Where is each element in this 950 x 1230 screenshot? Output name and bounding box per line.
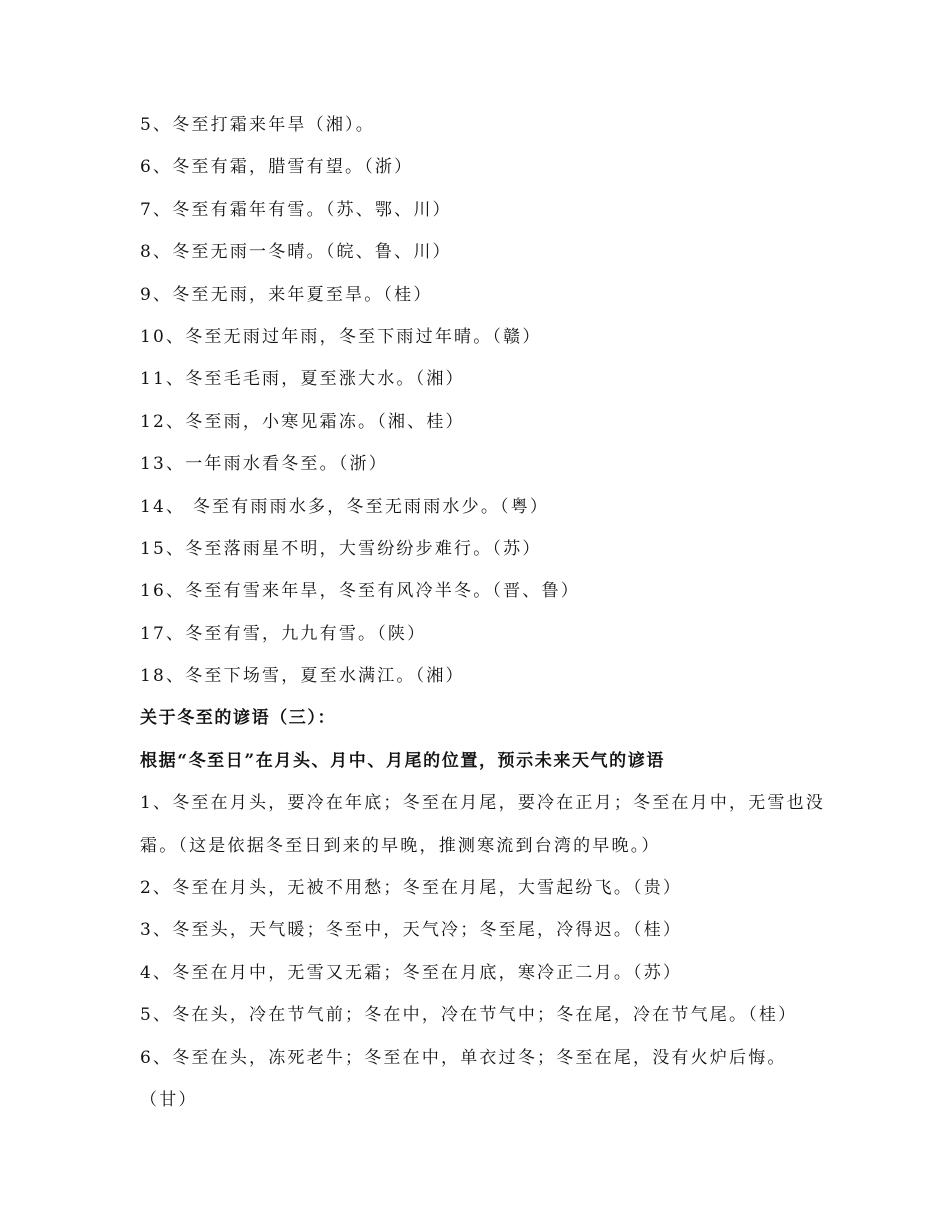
section3-line-6a: 6、冬至在头，冻死老牛；冬至在中，单衣过冬；冬至在尾，没有火炉后悔。 [140, 1047, 787, 1068]
proverb-line-10: 10、冬至无雨过年雨，冬至下雨过年晴。（赣） [140, 326, 542, 347]
section3-line-1b: 霜。（这是依据冬至日到来的早晚，推测寒流到台湾的早晚。） [140, 835, 661, 856]
section-subheading: 根据“冬至日”在月头、月中、月尾的位置，预示未来天气的谚语 [140, 750, 665, 771]
proverb-line-9: 9、冬至无雨，来年夏至旱。（桂） [140, 284, 433, 305]
proverb-line-17: 17、冬至有雪，九九有雪。（陕） [140, 623, 427, 644]
proverb-line-8: 8、冬至无雨一冬晴。（皖、鲁、川） [140, 242, 452, 263]
section3-line-2: 2、冬至在月头，无被不用愁；冬至在月尾，大雪起纷飞。（贵） [140, 878, 683, 899]
section3-line-5: 5、冬在头，冷在节气前；冬在中，冷在节气中；冬在尾，冷在节气尾。（桂） [140, 1005, 798, 1026]
section-heading: 关于冬至的谚语（三）： [140, 708, 337, 729]
document-body [140, 106, 826, 1123]
section3-line-6b: （甘） [140, 1089, 198, 1110]
proverb-line-18: 18、冬至下场雪，夏至水满江。（湘） [140, 666, 465, 687]
proverb-line-15: 15、冬至落雨星不明，大雪纷纷步难行。（苏） [140, 538, 542, 559]
proverb-line-7: 7、冬至有霜年有雪。（苏、鄂、川） [140, 199, 452, 220]
proverb-line-6: 6、冬至有霜，腊雪有望。（浙） [140, 157, 414, 178]
section3-line-4: 4、冬至在月中，无雪又无霜；冬至在月底，寒冷正二月。（苏） [140, 962, 683, 983]
section3-line-3: 3、冬至头，天气暖；冬至中，天气冷；冬至尾，冷得迟。（桂） [140, 920, 683, 941]
proverb-line-16: 16、冬至有雪来年旱，冬至有风冷半冬。（晋、鲁） [140, 581, 580, 602]
proverb-line-11: 11、冬至毛毛雨，夏至涨大水。（湘） [140, 369, 465, 390]
section3-line-1a: 1、冬至在月头，要冷在年底；冬至在月尾，要冷在正月；冬至在月中，无雪也没 [140, 793, 826, 814]
proverb-line-14: 14、 冬至有雨雨水多，冬至无雨雨水少。（粤） [140, 496, 550, 517]
proverb-line-12: 12、冬至雨，小寒见霜冻。（湘、桂） [140, 411, 465, 432]
proverb-line-13: 13、一年雨水看冬至。（浙） [140, 454, 388, 475]
proverb-line-5: 5、冬至打霜来年旱（湘）。 [140, 115, 375, 135]
